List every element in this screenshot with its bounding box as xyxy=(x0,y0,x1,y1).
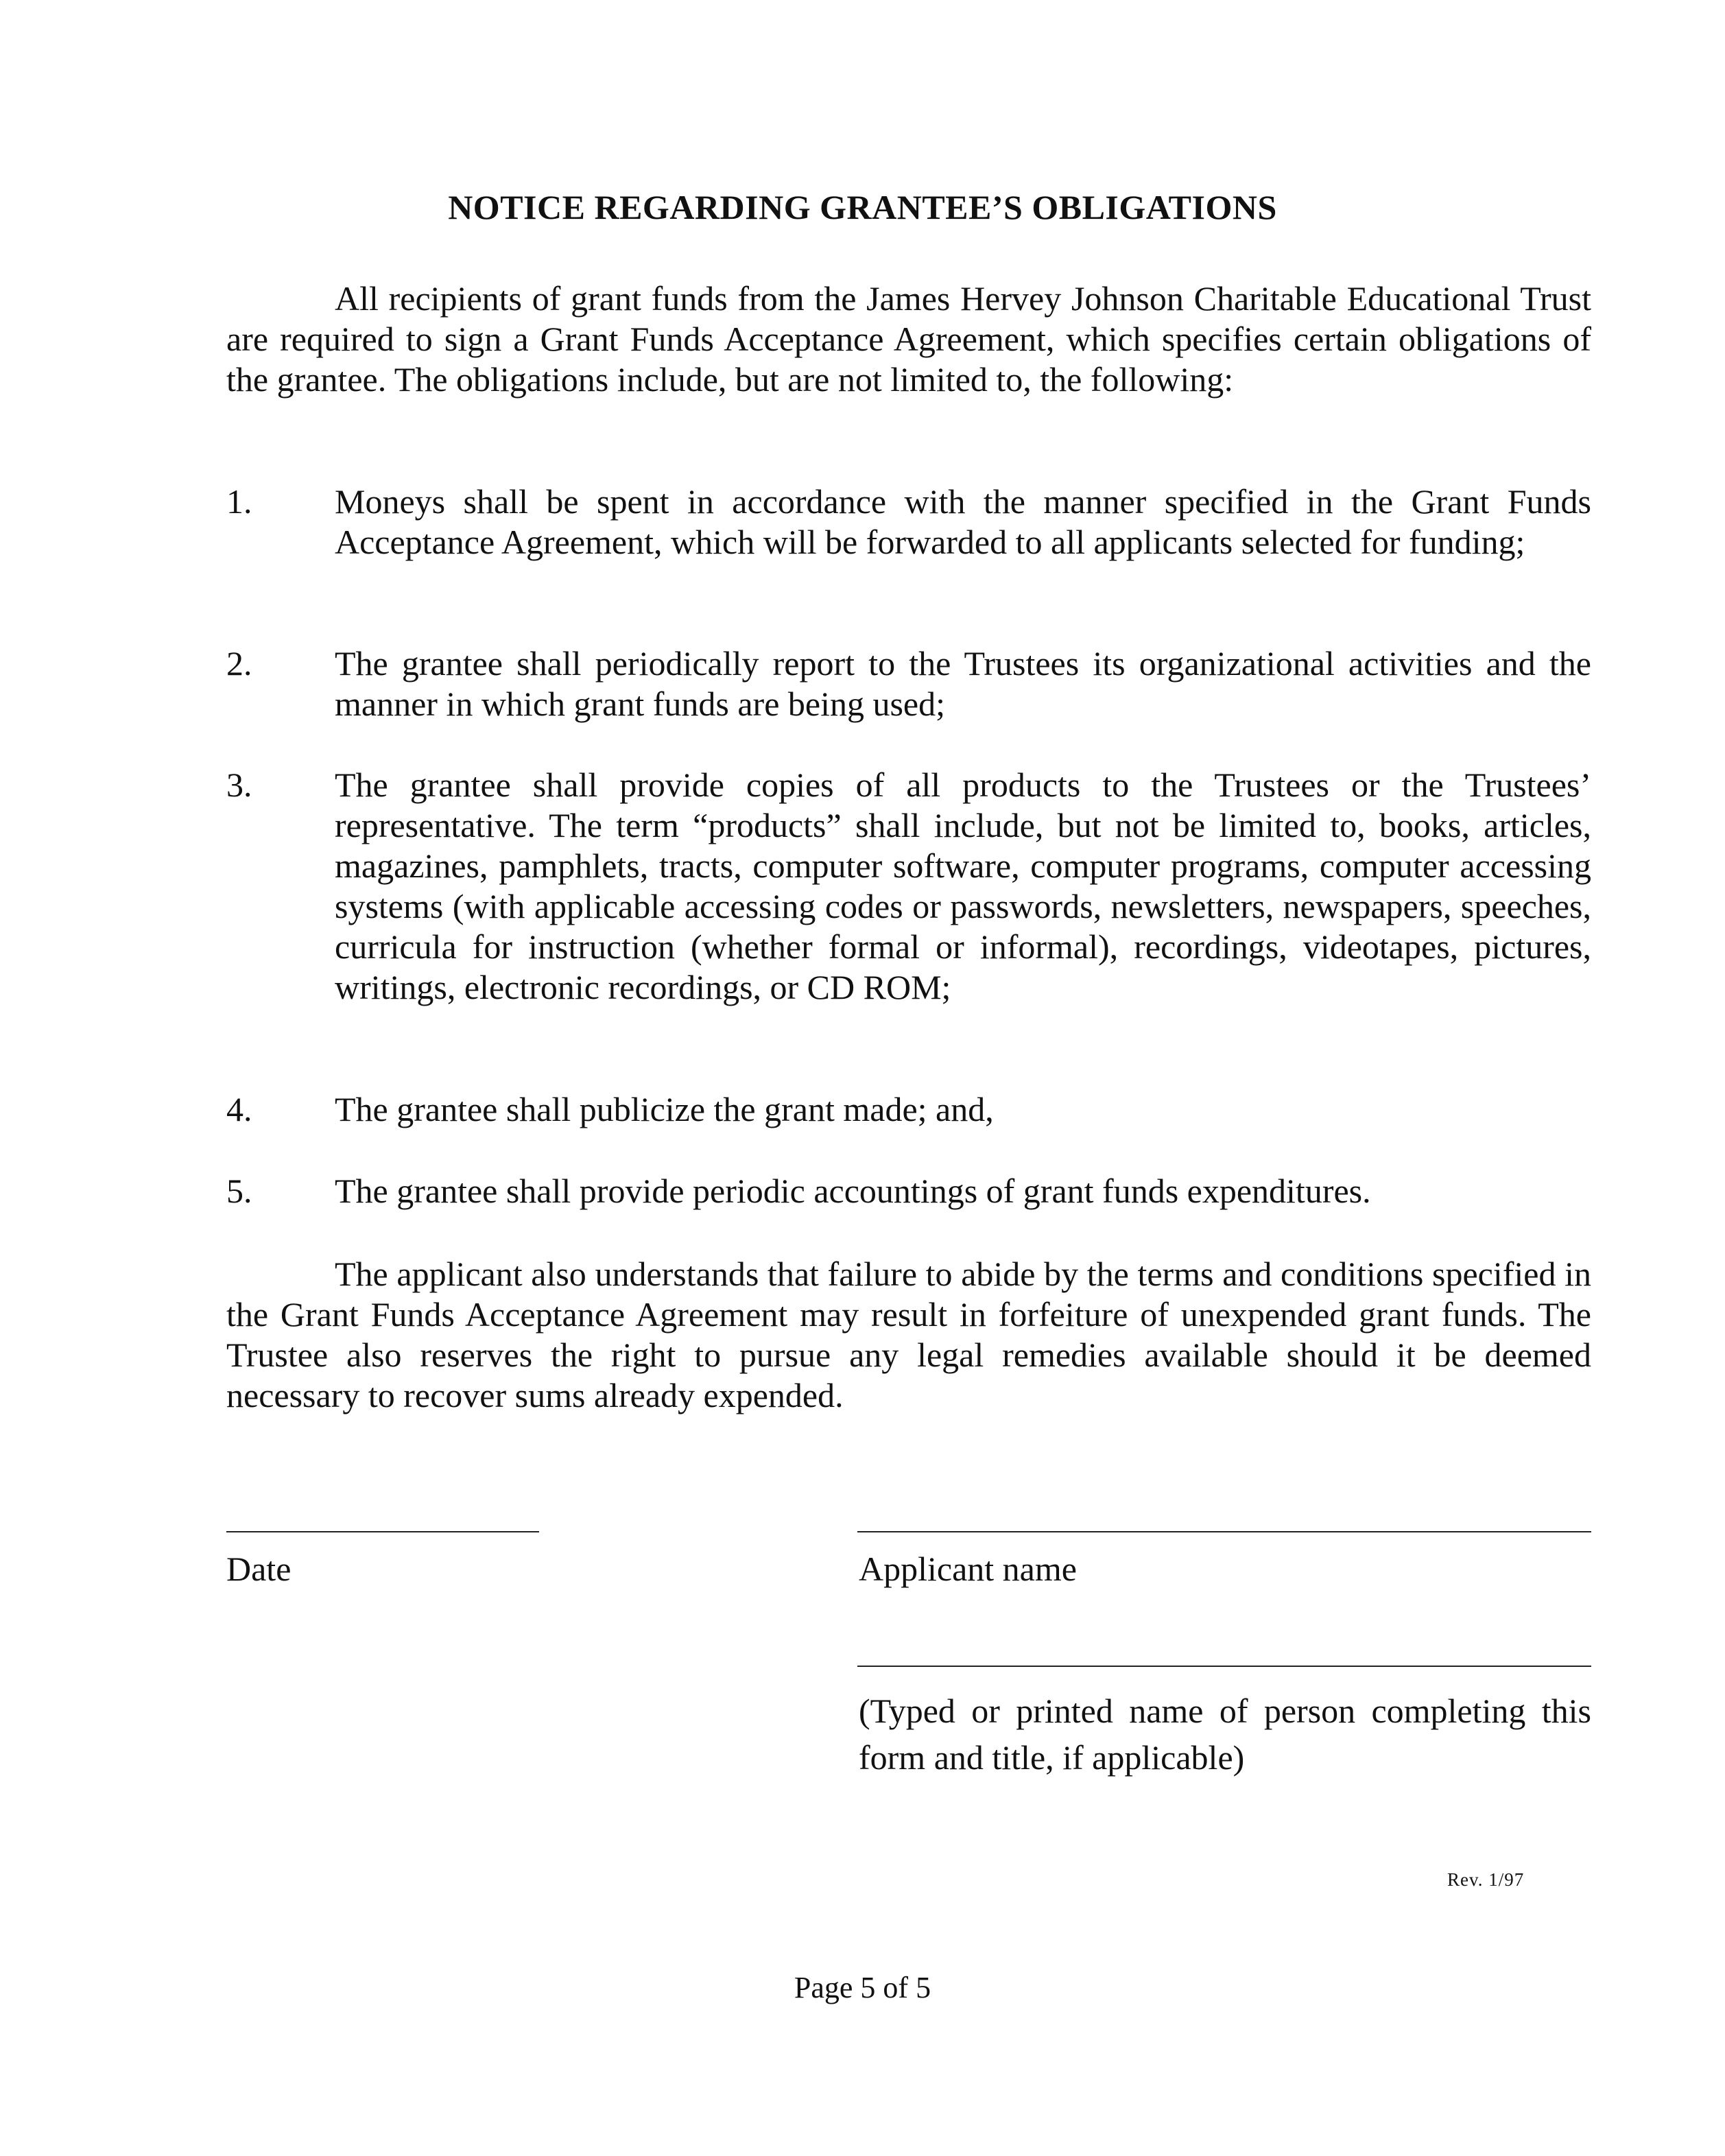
obligation-number: 1. xyxy=(226,482,252,521)
typed-name-label: (Typed or printed name of person completing this form and title, if applicable) xyxy=(859,1692,1591,1777)
obligation-text: The grantee shall publicize the grant made; and, xyxy=(335,1090,994,1128)
applicant-name-label: Applicant name xyxy=(859,1550,1077,1588)
obligation-text: The grantee shall periodically report to the Trustees its organizational activities and the manner in which grant funds are being used; xyxy=(335,644,1591,723)
closing-paragraph: The applicant also understands that failure to abide by the terms and conditions specified in the Grant Funds Acceptance Agreement may result in forfeiture of unexpended grant funds. The Trustee also reserves the right to pursue any legal remedies available should it be deemed necessary to recover sums already expended. xyxy=(226,1255,1591,1414)
obligation-text: Moneys shall be spent in accordance with the manner specified in the Grant Funds Acceptance Agreement, which will be forwarded to all applicants selected for funding; xyxy=(335,482,1591,561)
obligation-text: The grantee shall provide copies of all products to the Trustees or the Trustees’ representative. The term “products” shall include, but not be limited to, books, articles, magazines, pamphlets, tracts, computer software, computer programs, computer accessing systems (with applicable accessing codes or passwords, newsletters, newspapers, speeches, curricula for instruction (whether formal or informal), recordings, videotapes, pictures, writings, electronic recordings, or CD ROM; xyxy=(335,766,1591,1006)
document-title: NOTICE REGARDING GRANTEE’S OBLIGATIONS xyxy=(448,188,1277,226)
obligation-number: 5. xyxy=(226,1172,252,1210)
obligation-number: 4. xyxy=(226,1090,252,1128)
date-signature-line[interactable] xyxy=(226,1531,539,1532)
revision-note: Rev. 1/97 xyxy=(1447,1869,1525,1890)
obligation-number: 2. xyxy=(226,644,252,683)
date-label: Date xyxy=(226,1550,292,1588)
page-number: Page 5 of 5 xyxy=(794,1971,931,2004)
obligation-text: The grantee shall provide periodic accountings of grant funds expenditures. xyxy=(335,1172,1371,1210)
applicant-name-signature-line[interactable] xyxy=(857,1531,1591,1532)
typed-name-signature-line[interactable] xyxy=(857,1666,1591,1667)
obligation-number: 3. xyxy=(226,766,252,804)
intro-paragraph: All recipients of grant funds from the James Hervey Johnson Charitable Educational Trust are required to sign a Grant Funds Acceptance Agreement, which specifies certain obligations of the grantee. The obligations include, but are not limited to, the following: xyxy=(226,279,1591,399)
